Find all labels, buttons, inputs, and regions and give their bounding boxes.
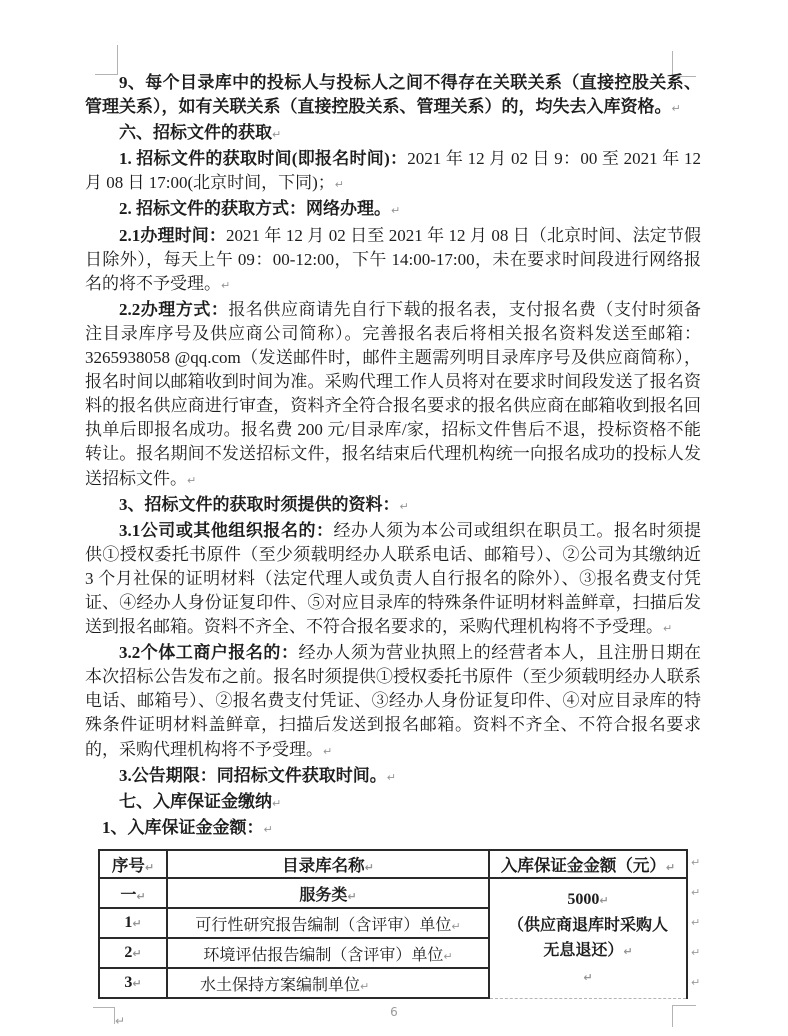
paragraph-end-mark: ↵ [334, 178, 345, 192]
row-name-cell: 水土保持方案编制单位↵ [167, 968, 489, 998]
page-number: 6 [390, 1005, 398, 1019]
heading-text: 六、招标文件的获取 [119, 123, 272, 143]
paragraph-end-mark: ↵ [263, 822, 273, 836]
paragraph-end-mark: ↵ [221, 278, 231, 292]
paragraph-handle-method [85, 298, 701, 493]
deposit-table [98, 849, 688, 999]
column-header-no: 序号↵ [99, 850, 167, 878]
cell-end-mark: ↵ [451, 919, 461, 933]
cell-end-mark: ↵ [136, 889, 146, 903]
paragraph-text: 2021 年 12 月 02 日至 2021 年 12 月 08 日（北京时间、法定节假日除外），每天上午 09：00-12:00，下午 14:00-17:00，未在要求时间段进行网络报名的将不予受理。 [85, 225, 702, 293]
row-end-mark: ↵ [691, 886, 701, 899]
paragraph-individual-signup [85, 641, 701, 763]
cell-end-mark: ↵ [599, 893, 609, 907]
empty-paragraph [490, 964, 686, 990]
paragraph-obtain-method [85, 197, 701, 223]
row-end-mark: ↵ [691, 976, 701, 989]
paragraph-end-mark: ↵ [272, 796, 282, 810]
deposit-note-line1: （供应商退库时采购人 [507, 916, 668, 934]
cell-end-mark: ↵ [132, 917, 142, 930]
cell-end-mark: ↵ [347, 889, 357, 903]
heading-section-7 [85, 790, 701, 816]
column-header-name: 目录库名称↵ [167, 850, 489, 878]
row-name-cell: 可行性研究报告编制（含评审）单位↵ [167, 908, 489, 938]
paragraph-end-mark: ↵ [323, 744, 333, 758]
deposit-amount-cell [489, 878, 687, 998]
row-end-mark: ↵ [691, 916, 701, 929]
cell-end-mark: ↵ [132, 947, 142, 960]
paragraph-label: 3、招标文件的获取时须提供的资料： [119, 494, 400, 514]
heading-section-6 [85, 121, 701, 147]
paragraph-rule-9 [85, 71, 701, 121]
heading-text: 七、入库保证金缴纳 [119, 791, 272, 811]
row-no-cell: 一↵ [99, 878, 167, 908]
paragraph-end-mark: ↵ [115, 1014, 126, 1028]
row-name-cell: 环境评估报告编制（含评审）单位↵ [167, 938, 489, 968]
cell-end-mark: ↵ [360, 979, 370, 993]
paragraph-label: 2. 招标文件的获取方式：网络办理。 [119, 199, 391, 219]
paragraph-deposit-amount [85, 816, 701, 842]
paragraph-handle-time [85, 224, 701, 298]
paragraph-end-mark: ↵ [671, 102, 681, 116]
row-no-cell: 1↵ [99, 908, 167, 938]
table-header-row [99, 850, 687, 878]
row-end-mark: ↵ [691, 946, 701, 959]
paragraph-obtain-time [85, 147, 701, 197]
paragraph-label: 3.2个体工商户报名的： [119, 643, 299, 663]
row-name-cell: 服务类↵ [167, 878, 489, 908]
row-no-cell: 2↵ [99, 938, 167, 968]
deposit-note-line2: 无息退还）↵ [543, 941, 633, 959]
cell-end-mark: ↵ [665, 861, 676, 874]
paragraph-text: 2021 年 12 月 02 日 9：00 至 2021 年 12 月 08 日 17:00(北京时间，下同)； [85, 149, 701, 193]
deposit-amount-value: 5000↵ [567, 890, 609, 908]
paragraph-required-materials [85, 493, 701, 519]
paragraph-announcement-period [85, 764, 701, 790]
paragraph-end-mark: ↵ [663, 622, 673, 636]
paragraph-text: 经办人须为本公司或组织在职员工。报名时须提供①授权委托书原件（至少须载明经办人联系电话、邮箱号）、②公司为其缴纳近 3 个月社保的证明材料（法定代理人或负责人自行报名的除外）、③报名费支付凭证、④经办人身份证复印件、⑤对应目录库的特殊条件证明材料盖鲜章，扫描后发送到报名邮箱。资料不齐全、不符合报名要求的，采购代理机构将不予受理。 [85, 520, 701, 637]
paragraph-label: 3.公告期限：同招标文件获取时间。 [119, 765, 387, 785]
paragraph-company-signup [85, 519, 701, 641]
paragraph-text: 经办人须为营业执照上的经营者本人，且注册日期在本次招标公告发布之前。报名时须提供①授权委托书原件（至少须载明经办人联系电话、邮箱号）、②报名费支付凭证、③经办人身份证复印件、④对应目录库的特殊条件证明材料盖鲜章，扫描后发送到报名邮箱。资料不齐全、不符合报名要求的，采购代理机构将不予受理。 [85, 643, 701, 759]
paragraph-label: 1. 招标文件的获取时间(即报名时间)： [119, 149, 408, 169]
cell-end-mark: ↵ [623, 944, 633, 958]
row-end-mark: ↵ [691, 856, 701, 869]
paragraph-text: 9、每个目录库中的投标人与投标人之间不得存在关联关系（直接控股关系、管理关系），如有关联关系（直接控股关系、管理关系）的，均失去入库资格。 [85, 73, 701, 117]
paragraph-label: 1、入库保证金金额： [102, 817, 264, 837]
paragraph-end-mark: ↵ [391, 204, 401, 218]
paragraph-end-mark: ↵ [272, 128, 282, 142]
cell-end-mark: ↵ [144, 861, 155, 874]
cell-end-mark: ↵ [132, 977, 142, 990]
row-no-cell: 3↵ [99, 968, 167, 998]
document-content [85, 71, 701, 842]
paragraph-end-mark: ↵ [386, 770, 396, 784]
paragraph-label: 3.1公司或其他组织报名的： [119, 520, 334, 540]
cell-end-mark: ↵ [583, 970, 593, 984]
paragraph-text: 报名供应商请先自行下载的报名表，支付报名费（支付时须备注目录库序号及供应商公司简称）。完善报名表后将相关报名资料发送至邮箱：3265938058 @qq.com（发送邮件时，邮件主题需列明目录库序号及供应商简称），报名时间以邮箱收到时间为准。采购代理工作人员将对在要求时间段发送了报名资料的报名供应商进行审查，资料齐全符合报名要求的报名供应商在邮箱收到报名回执单后即报名成功。报名费 200 元/目录库/家，招标文件售后不退，投标资格不能转让。报名期间不发送招标文件，报名结束后代理机构统一向报名成功的投标人发送招标文件。 [85, 299, 701, 488]
paragraph-label: 2.1办理时间： [119, 225, 226, 245]
paragraph-end-mark: ↵ [187, 473, 197, 487]
cell-end-mark: ↵ [364, 861, 374, 874]
table-row [99, 878, 687, 908]
paragraph-label: 2.2办理方式： [119, 299, 229, 319]
paragraph-end-mark: ↵ [399, 499, 409, 513]
column-header-amount: 入库保证金金额（元）↵ [489, 850, 687, 878]
cell-end-mark: ↵ [443, 949, 453, 963]
